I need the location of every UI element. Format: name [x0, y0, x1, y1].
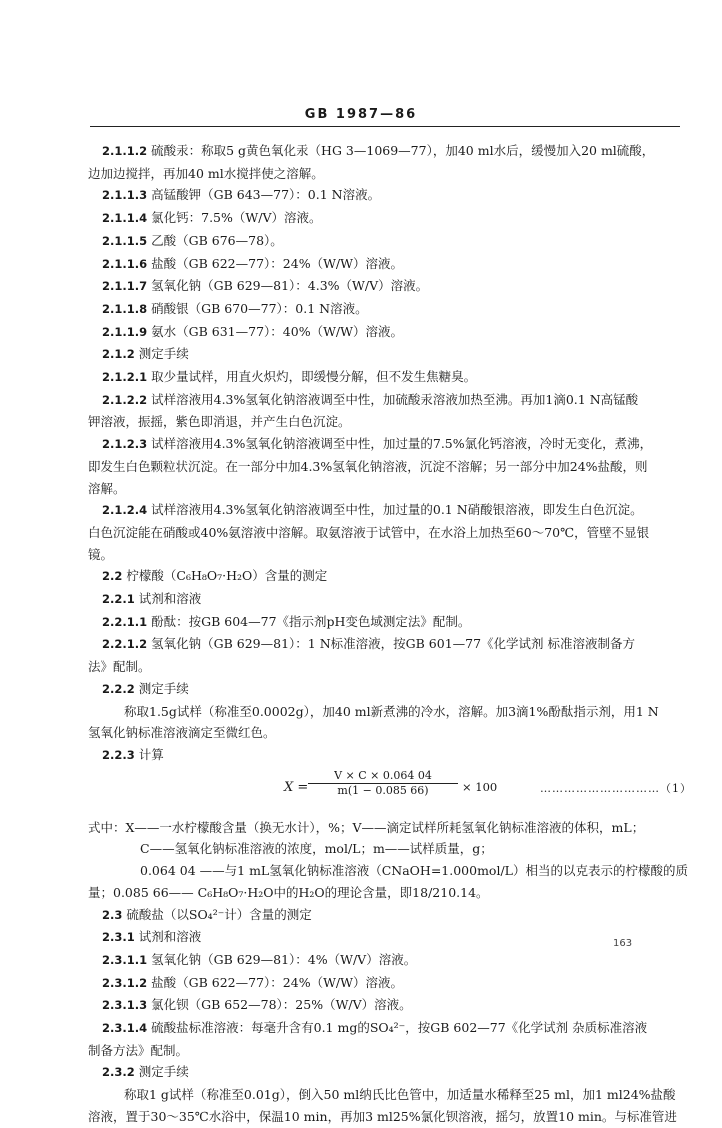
section-2-2-1	[88, 588, 692, 611]
clause-2-2-1-1	[88, 611, 692, 634]
formula-legend-line	[88, 817, 692, 839]
clause-2-1-1-8	[88, 298, 692, 321]
formula-legend-line	[88, 838, 692, 860]
formula-lhs: X =	[284, 779, 309, 795]
clause-2-1-1-7	[88, 275, 692, 298]
citric-acid-formula	[88, 769, 692, 817]
clause-number: 2.1.1.9	[102, 324, 148, 339]
clause-text: 氢氧化钠（GB 629—81）：1 N标准溶液，按GB 601—77《化学试剂 标准溶液制备方	[151, 636, 636, 652]
section-2-2-2	[88, 678, 692, 701]
formula-numerator: V × C × 0.064 04	[308, 769, 458, 784]
text-line	[88, 701, 692, 723]
section-number: 2.2.3	[102, 747, 135, 762]
clause-text: 试样溶液用4.3%氢氧化钠溶液调至中性，加过量的7.5%氯化钙溶液，冷时无变化，煮沸，	[151, 436, 653, 452]
clause-text: 试样溶液用4.3%氢氧化钠溶液调至中性，加过量的0.1 N硝酸银溶液，即发生白色沉淀。	[151, 502, 643, 518]
clause-text: 氨水（GB 631—77）：40%（W/W）溶液。	[151, 323, 403, 339]
section-2-1-2	[88, 343, 692, 366]
clause-text: 乙酸（GB 676—78）。	[151, 232, 283, 248]
clause-2-3-1-3	[88, 994, 692, 1017]
clause-2-1-2-2	[88, 389, 692, 412]
section-number: 2.3	[102, 907, 123, 922]
formula-denominator: m(1 − 0.085 66)	[337, 783, 429, 797]
clause-text: 钾溶液，振摇，紫色即消退，并产生白色沉淀。	[88, 414, 351, 430]
standard-code-header: GB 1987—86	[304, 107, 418, 122]
text-line	[88, 522, 692, 544]
clause-text: 硫酸盐标准溶液：每毫升含有0.1 mg的SO₄²⁻，按GB 602—77《化学试剂 杂质标准溶液	[151, 1020, 648, 1036]
clause-text: 称取1.5g试样（称准至0.0002g），加40 ml新煮沸的冷水，溶解。加3滴1%酚酞指示剂，用1 N	[124, 703, 659, 719]
clause-2-1-1-6	[88, 253, 692, 276]
clause-text: 盐酸（GB 622—77）：24%（W/W）溶液。	[151, 255, 403, 271]
clause-2-1-2-1	[88, 366, 692, 389]
clause-text: C——氢氧化钠标准溶液的浓度，mol/L；m——试样质量，g；	[140, 841, 493, 857]
clause-text: 氢氧化钠标准溶液滴定至微红色。	[88, 725, 276, 741]
formula-fraction	[308, 769, 458, 797]
clause-number: 2.1.1.4	[102, 211, 148, 226]
clause-number: 2.3.1.1	[102, 952, 148, 967]
clause-text: 试样溶液用4.3%氢氧化钠溶液调至中性，加硫酸汞溶液加热至沸。再加1滴0.1 N高锰酸	[151, 391, 639, 407]
clause-number: 2.1.2.2	[102, 392, 148, 407]
clause-text: 氢氧化钠（GB 629—81）：4.3%（W/V）溶液。	[151, 278, 429, 294]
equation-number: …………………………（1）	[540, 781, 692, 795]
section-number: 2.1.2	[102, 347, 135, 362]
text-line	[88, 656, 692, 678]
clause-2-3-1-2	[88, 972, 692, 995]
clause-text: 氢氧化钠（GB 629—81）：4%（W/V）溶液。	[151, 951, 417, 967]
clause-number: 2.1.2.1	[102, 370, 148, 385]
text-line	[88, 478, 692, 500]
clause-number: 2.1.1.2	[102, 144, 148, 158]
clause-number: 2.1.2.4	[102, 503, 148, 518]
clause-number: 2.3.1.4	[102, 1021, 148, 1036]
clause-2-3-1-4	[88, 1017, 692, 1040]
section-number: 2.2.2	[102, 681, 135, 696]
section-title: 试剂和溶液	[138, 929, 202, 945]
page-number: 163	[613, 938, 633, 949]
formula-legend-line	[88, 860, 692, 882]
header-rule	[90, 126, 680, 127]
section-2-3-2	[88, 1061, 692, 1084]
section-title: 试剂和溶液	[138, 591, 202, 607]
clause-text: 量；0.085 66—— C₆H₈O₇·H₂O中的H₂O的理论含量，即18/210.14。	[88, 884, 489, 900]
section-number: 2.3.1	[102, 930, 135, 945]
clause-2-1-2-4	[88, 499, 692, 522]
clause-2-1-1-5	[88, 230, 692, 253]
text-line	[88, 1040, 692, 1062]
section-title: 测定手续	[138, 1064, 189, 1080]
section-title: 硫酸盐（以SO₄²⁻计）含量的测定	[126, 906, 312, 922]
section-2-2-3	[88, 744, 692, 767]
clause-2-1-1-2	[88, 140, 692, 163]
clause-text: 酚酞：按GB 604—77《指示剂pH变色域测定法》配制。	[151, 613, 471, 629]
clause-text: 硫酸汞：称取5 g黄色氧化汞（HG 3—1069—77），加40 ml水后，缓慢加入20 ml硫酸，	[151, 143, 655, 158]
text-line	[88, 1084, 692, 1106]
formula-multiplier: × 100	[462, 779, 498, 794]
section-2-2	[88, 565, 692, 588]
clause-2-2-1-2	[88, 633, 692, 656]
clause-number: 2.1.1.6	[102, 256, 148, 271]
clause-number: 2.1.2.3	[102, 437, 148, 452]
clause-text: 白色沉淀能在硝酸或40%氨溶液中溶解。取氨溶液于试管中，在水浴上加热至60～70℃，管壁不显银	[88, 524, 650, 540]
section-2-3-1	[88, 926, 692, 949]
clause-text: 即发生白色颗粒状沉淀。在一部分中加4.3%氢氧化钠溶液，沉淀不溶解；另一部分中加24%盐酸，则	[88, 458, 648, 474]
clause-text: 高锰酸钾（GB 643—77）：0.1 N溶液。	[151, 187, 381, 203]
text-line	[88, 411, 692, 433]
body-text	[88, 140, 692, 1128]
section-title: 测定手续	[138, 680, 189, 696]
clause-number: 2.3.1.3	[102, 998, 148, 1013]
clause-text: 氯化钙：7.5%（W/V）溶液。	[151, 210, 322, 226]
clause-2-1-1-9	[88, 321, 692, 344]
clause-text: 法》配制。	[88, 659, 151, 675]
section-number: 2.2.1	[102, 592, 135, 607]
formula-legend-line	[88, 882, 692, 904]
clause-number: 2.1.1.5	[102, 233, 148, 248]
clause-number: 2.2.1.1	[102, 614, 148, 629]
text-line	[88, 544, 692, 566]
clause-2-1-2-3	[88, 433, 692, 456]
text-line	[88, 456, 692, 478]
clause-number: 2.2.1.2	[102, 637, 148, 652]
clause-2-1-1-3	[88, 184, 692, 207]
clause-text: 称取1 g试样（称准至0.01g），倒入50 ml纳氏比色管中，加适量水稀释至25 ml，加1 ml24%盐酸	[124, 1087, 676, 1103]
text-line	[88, 163, 692, 185]
clause-text: 溶液，置于30～35℃水浴中，保温10 min，再加3 ml25%氯化钡溶液，摇匀，放置10 min。与标准管进	[88, 1108, 677, 1124]
clause-text: 0.064 04 ——与1 mL氢氧化钠标准溶液（CNaOH=1.000mol/L）相当的以克表示的柠檬酸的质	[140, 863, 688, 879]
clause-text: 式中：X——一水柠檬酸含量（换无水计），%；V——滴定试样所耗氢氧化钠标准溶液的体积，mL；	[88, 819, 645, 835]
clause-text: 边加边搅拌，再加40 ml水搅拌使之溶解。	[88, 165, 324, 181]
clause-2-3-1-1	[88, 949, 692, 972]
section-number: 2.2	[102, 569, 123, 584]
section-title: 测定手续	[138, 346, 189, 362]
clause-text: 制备方法》配制。	[88, 1042, 189, 1058]
clause-number: 2.1.1.8	[102, 301, 148, 316]
clause-text: 镜。	[88, 546, 114, 562]
clause-number: 2.1.1.3	[102, 188, 148, 203]
section-number: 2.3.2	[102, 1065, 135, 1080]
text-line	[88, 722, 692, 744]
clause-number: 2.3.1.2	[102, 975, 148, 990]
section-2-3	[88, 904, 692, 927]
section-title: 计算	[138, 746, 164, 762]
clause-text: 氯化钡（GB 652—78）：25%（W/V）溶液。	[151, 997, 412, 1013]
clause-text: 硝酸银（GB 670—77）：0.1 N溶液。	[151, 300, 368, 316]
clause-2-1-1-4	[88, 207, 692, 230]
clause-text: 盐酸（GB 622—77）：24%（W/W）溶液。	[151, 974, 403, 990]
clause-text: 取少量试样，用直火炽灼，即缓慢分解，但不发生焦糖臭。	[151, 369, 477, 385]
text-line	[88, 1106, 692, 1128]
section-title: 柠檬酸（C₆H₈O₇·H₂O）含量的测定	[126, 568, 328, 584]
clause-number: 2.1.1.7	[102, 279, 148, 294]
clause-text: 溶解。	[88, 480, 126, 496]
